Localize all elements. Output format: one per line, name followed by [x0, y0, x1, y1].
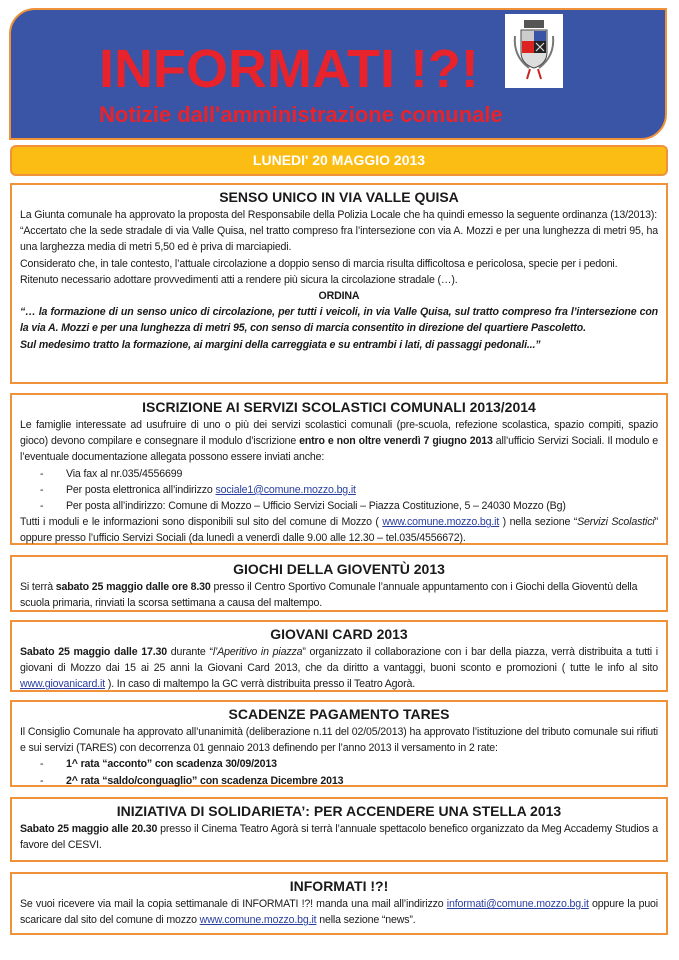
paragraph: [20, 417, 658, 466]
article-giovani-card: [10, 620, 668, 692]
article-title: SCADENZE PAGAMENTO TARES: [228, 706, 450, 722]
ordina-heading: ORDINA: [318, 290, 360, 303]
paragraph: [20, 514, 658, 546]
paragraph: La Giunta comunale ha approvato la proposta del Responsabile della Polizia Locale che ha quindi emesso la seguente ordinanza (13/2013):: [20, 209, 658, 221]
website-link[interactable]: www.comune.mozzo.bg.it: [199, 914, 317, 927]
list-item: [40, 756, 658, 772]
installment: 2^ rata “saldo/conguaglio” con scadenza Dicembre 2013: [66, 774, 344, 787]
installment: 1^ rata “acconto” con scadenza 30/09/2013: [66, 758, 277, 771]
text: Per posta elettronica all’indirizzo: [66, 483, 216, 496]
installments-list: [20, 756, 658, 788]
text: Si terrà: [20, 581, 56, 593]
text: Le famiglie interessate ad usufruire di uno o più dei servizi scolastici comunali (pre-scuola, refezione scolastica, spazio compiti, spazio gioco) devono compilare e consegnare il modulo d’iscrizione: [20, 419, 658, 448]
article-senso-unico: [10, 183, 668, 384]
email-link[interactable]: sociale1@comune.mozzo.bg.it: [215, 483, 356, 496]
text: ). In caso di maltempo la GC verrà distribuita presso il Teatro Agorà.: [105, 678, 416, 691]
event-date: sabato 25 maggio dalle ore 8.30: [55, 581, 211, 593]
paragraph: [20, 896, 658, 928]
article-title: GIOCHI DELLA GIOVENTÙ 2013: [233, 561, 445, 577]
article-title: ISCRIZIONE AI SERVIZI SCOLASTICI COMUNALI 2013/2014: [142, 399, 536, 415]
paragraph: [20, 644, 658, 693]
article-giochi-gioventu: [10, 555, 668, 612]
website-link[interactable]: www.comune.mozzo.bg.it: [382, 516, 500, 529]
article-title: INFORMATI !?!: [289, 878, 389, 894]
article-title: SENSO UNICO IN VIA VALLE QUISA: [219, 189, 459, 205]
text: ” organizzato il collaborazione con i bar della piazza, verrà distribuita a tutti i giovani di Mozzo dai 15 ai 25 anni la Giovani Card 2013, che da diritto a vantaggi, buoni sconto e promozioni ( tutte le info al sito: [20, 646, 658, 675]
list-item: - Via fax al nr.035/4556699: [40, 466, 658, 482]
paragraph: [20, 579, 658, 611]
text: presso il Centro Sportivo Comunale l’annuale appuntamento con i Giochi della Gioventù della scuola primaria, rinviati la scorsa settimana a causa del maltempo.: [20, 581, 638, 610]
list-item: [40, 773, 658, 789]
paragraph: “Accertato che la sede stradale di via Valle Quisa, nel tratto compreso fra l’intersezione con via A. Mozzi e per una lunghezza di metri 95, ha una larghezza media di metri 5,50 ed è priva di marciapiedi.: [20, 225, 658, 254]
municipal-coat-of-arms-logo: [505, 14, 563, 88]
text: Tutti i moduli e le informazioni sono disponibili sul sito del comune di Mozzo (: [20, 516, 383, 529]
text: ) nella sezione “: [499, 516, 578, 529]
article-informati: [10, 872, 668, 935]
text: all’ufficio Servizi Sociali. Il modulo e l’eventuale documentazione allegata possono essere inviati anche:: [20, 435, 658, 464]
newsletter-title: INFORMATI !?!: [99, 39, 479, 99]
list-item: [40, 482, 658, 498]
deadline: entro e non oltre venerdì 7 giugno 2013: [299, 435, 493, 448]
event-date: Sabato 25 maggio alle 20.30: [20, 823, 158, 835]
article-title: INIZIATIVA DI SOLIDARIETA’: PER ACCENDERE UNA STELLA 2013: [116, 803, 562, 819]
website-link[interactable]: www.giovanicard.it: [20, 678, 106, 691]
article-solidarieta: [10, 797, 668, 862]
text: nella sezione “news”.: [316, 914, 416, 927]
newsletter-subtitle: Notizie dall'amministrazione comunale: [99, 102, 503, 127]
email-link[interactable]: informati@comune.mozzo.bg.it: [446, 898, 589, 910]
paragraph: [20, 821, 658, 853]
article-title: GIOVANI CARD 2013: [270, 626, 408, 642]
text: ” oppure presso l’ufficio Servizi Sociali (da lunedì a venerdì dalle 9.00 alle 12.30 – tel.035/4556672).: [20, 516, 659, 545]
event-date: Sabato 25 maggio dalle 17.30: [20, 646, 167, 658]
paragraph: Considerato che, in tale contesto, l’attuale circolazione a doppio senso di marcia risulta difficoltosa e pericolosa, specie per i pedoni.: [20, 257, 618, 270]
text: oppure la puoi scaricare dal sito del comune di mozzo: [20, 898, 659, 927]
article-iscrizione-servizi: [10, 393, 668, 545]
submission-methods-list: [20, 466, 658, 515]
text: presso il Cinema Teatro Agorà si terrà l’annuale spettacolo benefico organizzato da Meg Accademy Studios a favore del CESVI.: [20, 823, 658, 852]
text: Se vuoi ricevere via mail la copia settimanale di INFORMATI !?! manda una mail all’indirizzo: [20, 898, 447, 910]
paragraph: Ritenuto necessario adottare provvedimenti atti a rendere più sicura la circolazione stradale (…).: [20, 273, 458, 286]
text: durante “: [167, 646, 213, 658]
list-item: - Per posta all’indirizzo: Comune di Mozzo – Ufficio Servizi Sociali – Piazza Costituzione, 5 – 24030 Mozzo (Bg): [40, 498, 658, 514]
ordinance-quote: Sul medesimo tratto la formazione, ai margini della carreggiata e su entrambi i lati, di passaggi pedonali...”: [20, 338, 541, 351]
event-name: l’Aperitivo in piazza: [212, 646, 303, 658]
header-banner: [9, 8, 667, 140]
issue-date-bar: LUNEDI' 20 MAGGIO 2013: [10, 145, 668, 176]
section-name: Servizi Scolastici: [577, 516, 655, 529]
article-tares: [10, 700, 668, 787]
ordinance-quote: “… la formazione di un senso unico di circolazione, per tutti i veicoli, in via Valle Quisa, sul tratto compreso fra l’intersezione con la via A. Mozzi e per una lunghezza di metri 95, con senso di marcia consentito in direzione del quartiere Pascoletto.: [20, 306, 658, 335]
paragraph: Il Consiglio Comunale ha approvato all’unanimità (deliberazione n.11 del 02/05/2013) ha approvato l’istituzione del tributo comunale sui rifiuti e sui servizi (TARES) con decorrenza 01 gennaio 2013 definendo per l’anno 2013 il versamento in 2 rate:: [20, 726, 658, 755]
